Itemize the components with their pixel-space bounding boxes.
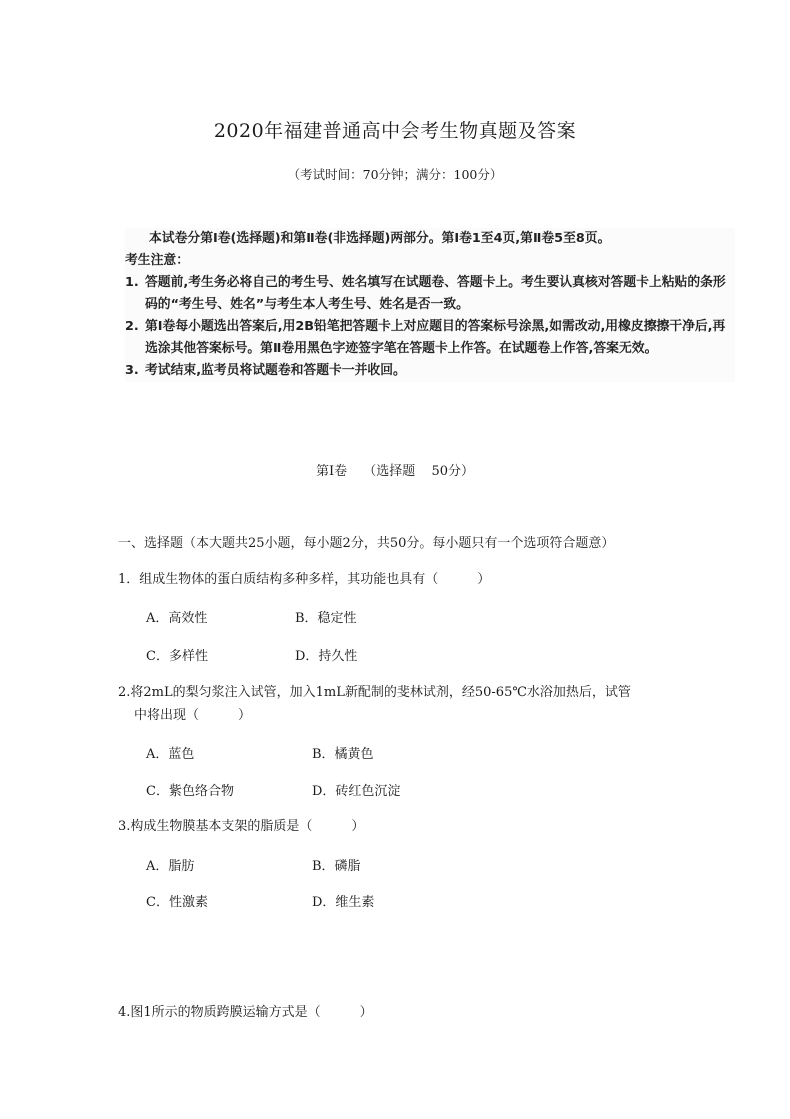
notice-heading: 考生注意： (125, 253, 189, 268)
option-d: D．持久性 (295, 649, 358, 664)
question-stem: 4.图1所示的物质跨膜运输方式是（ ） (118, 1005, 373, 1020)
option-c: C．性激素 (146, 895, 208, 910)
notice-intro: 本试卷分第Ⅰ卷(选择题)和第Ⅱ卷(非选择题)两部分。第Ⅰ卷1至4页,第Ⅱ卷5至8页。 (149, 231, 611, 246)
section-type: （选择题 (363, 464, 416, 479)
section-heading (0, 460, 790, 479)
option-b: B．橘黄色 (312, 747, 374, 762)
option-b: B．稳定性 (295, 611, 357, 626)
notice-item-text: 第Ⅰ卷每小题选出答案后,用2B铅笔把答题卡上对应题目的答案标号涂黑,如需改动,用橡皮擦擦干净后,再选涂其他答案标号。第Ⅱ卷用黑色字迹签字笔在答题卡上作答。在试题卷上作答,答案无效。 (145, 319, 726, 356)
question-stem: 1．组成生物体的蛋白质结构多种多样，其功能也具有（ ） (118, 572, 491, 587)
option-d: D．砖红色沉淀 (312, 784, 401, 799)
notice-item-number: 2. (125, 319, 139, 334)
notice-item-text: 考试结束,监考员将试题卷和答题卡一并收回。 (145, 363, 406, 378)
notice-item (125, 316, 735, 360)
option-d: D．维生素 (312, 895, 375, 910)
option-a: A．高效性 (146, 611, 208, 626)
question-stem: 3.构成生物膜基本支架的脂质是（ ） (118, 819, 365, 834)
notice-item (125, 360, 735, 382)
notice-item (125, 272, 735, 316)
question-stem: 2.将2mL的梨匀浆注入试管，加入1mL新配制的斐林试剂，经50-65℃水浴加热后，试管 (118, 685, 631, 700)
option-c: C．多样性 (146, 649, 208, 664)
question-stem-continued: 中将出现（ ） (134, 708, 252, 723)
notice-item-number: 1. (125, 275, 139, 290)
option-c: C．紫色络合物 (146, 784, 234, 799)
notice-item-number: 3. (125, 363, 139, 378)
option-a: A．脂肪 (146, 859, 195, 874)
option-a: A．蓝色 (146, 747, 195, 762)
page-title: 2020年福建普通高中会考生物真题及答案 (213, 120, 577, 142)
part-one-heading: 一、选择题（本大题共25小题，每小题2分，共50分。每小题只有一个选项符合题意） (118, 536, 615, 551)
option-b: B．磷脂 (312, 859, 361, 874)
notice-item-text: 答题前,考生务必将自己的考生号、姓名填写在试题卷、答题卡上。考生要认真核对答题卡上粘贴的条形码的“考生号、姓名”与考生本人考生号、姓名是否一致。 (145, 275, 726, 312)
exam-info: （考试时间：70分钟；满分：100分） (287, 167, 503, 182)
exam-notice-box (125, 228, 735, 382)
section-score: 50分） (431, 464, 474, 479)
section-label: 第Ⅰ卷 (316, 464, 348, 479)
